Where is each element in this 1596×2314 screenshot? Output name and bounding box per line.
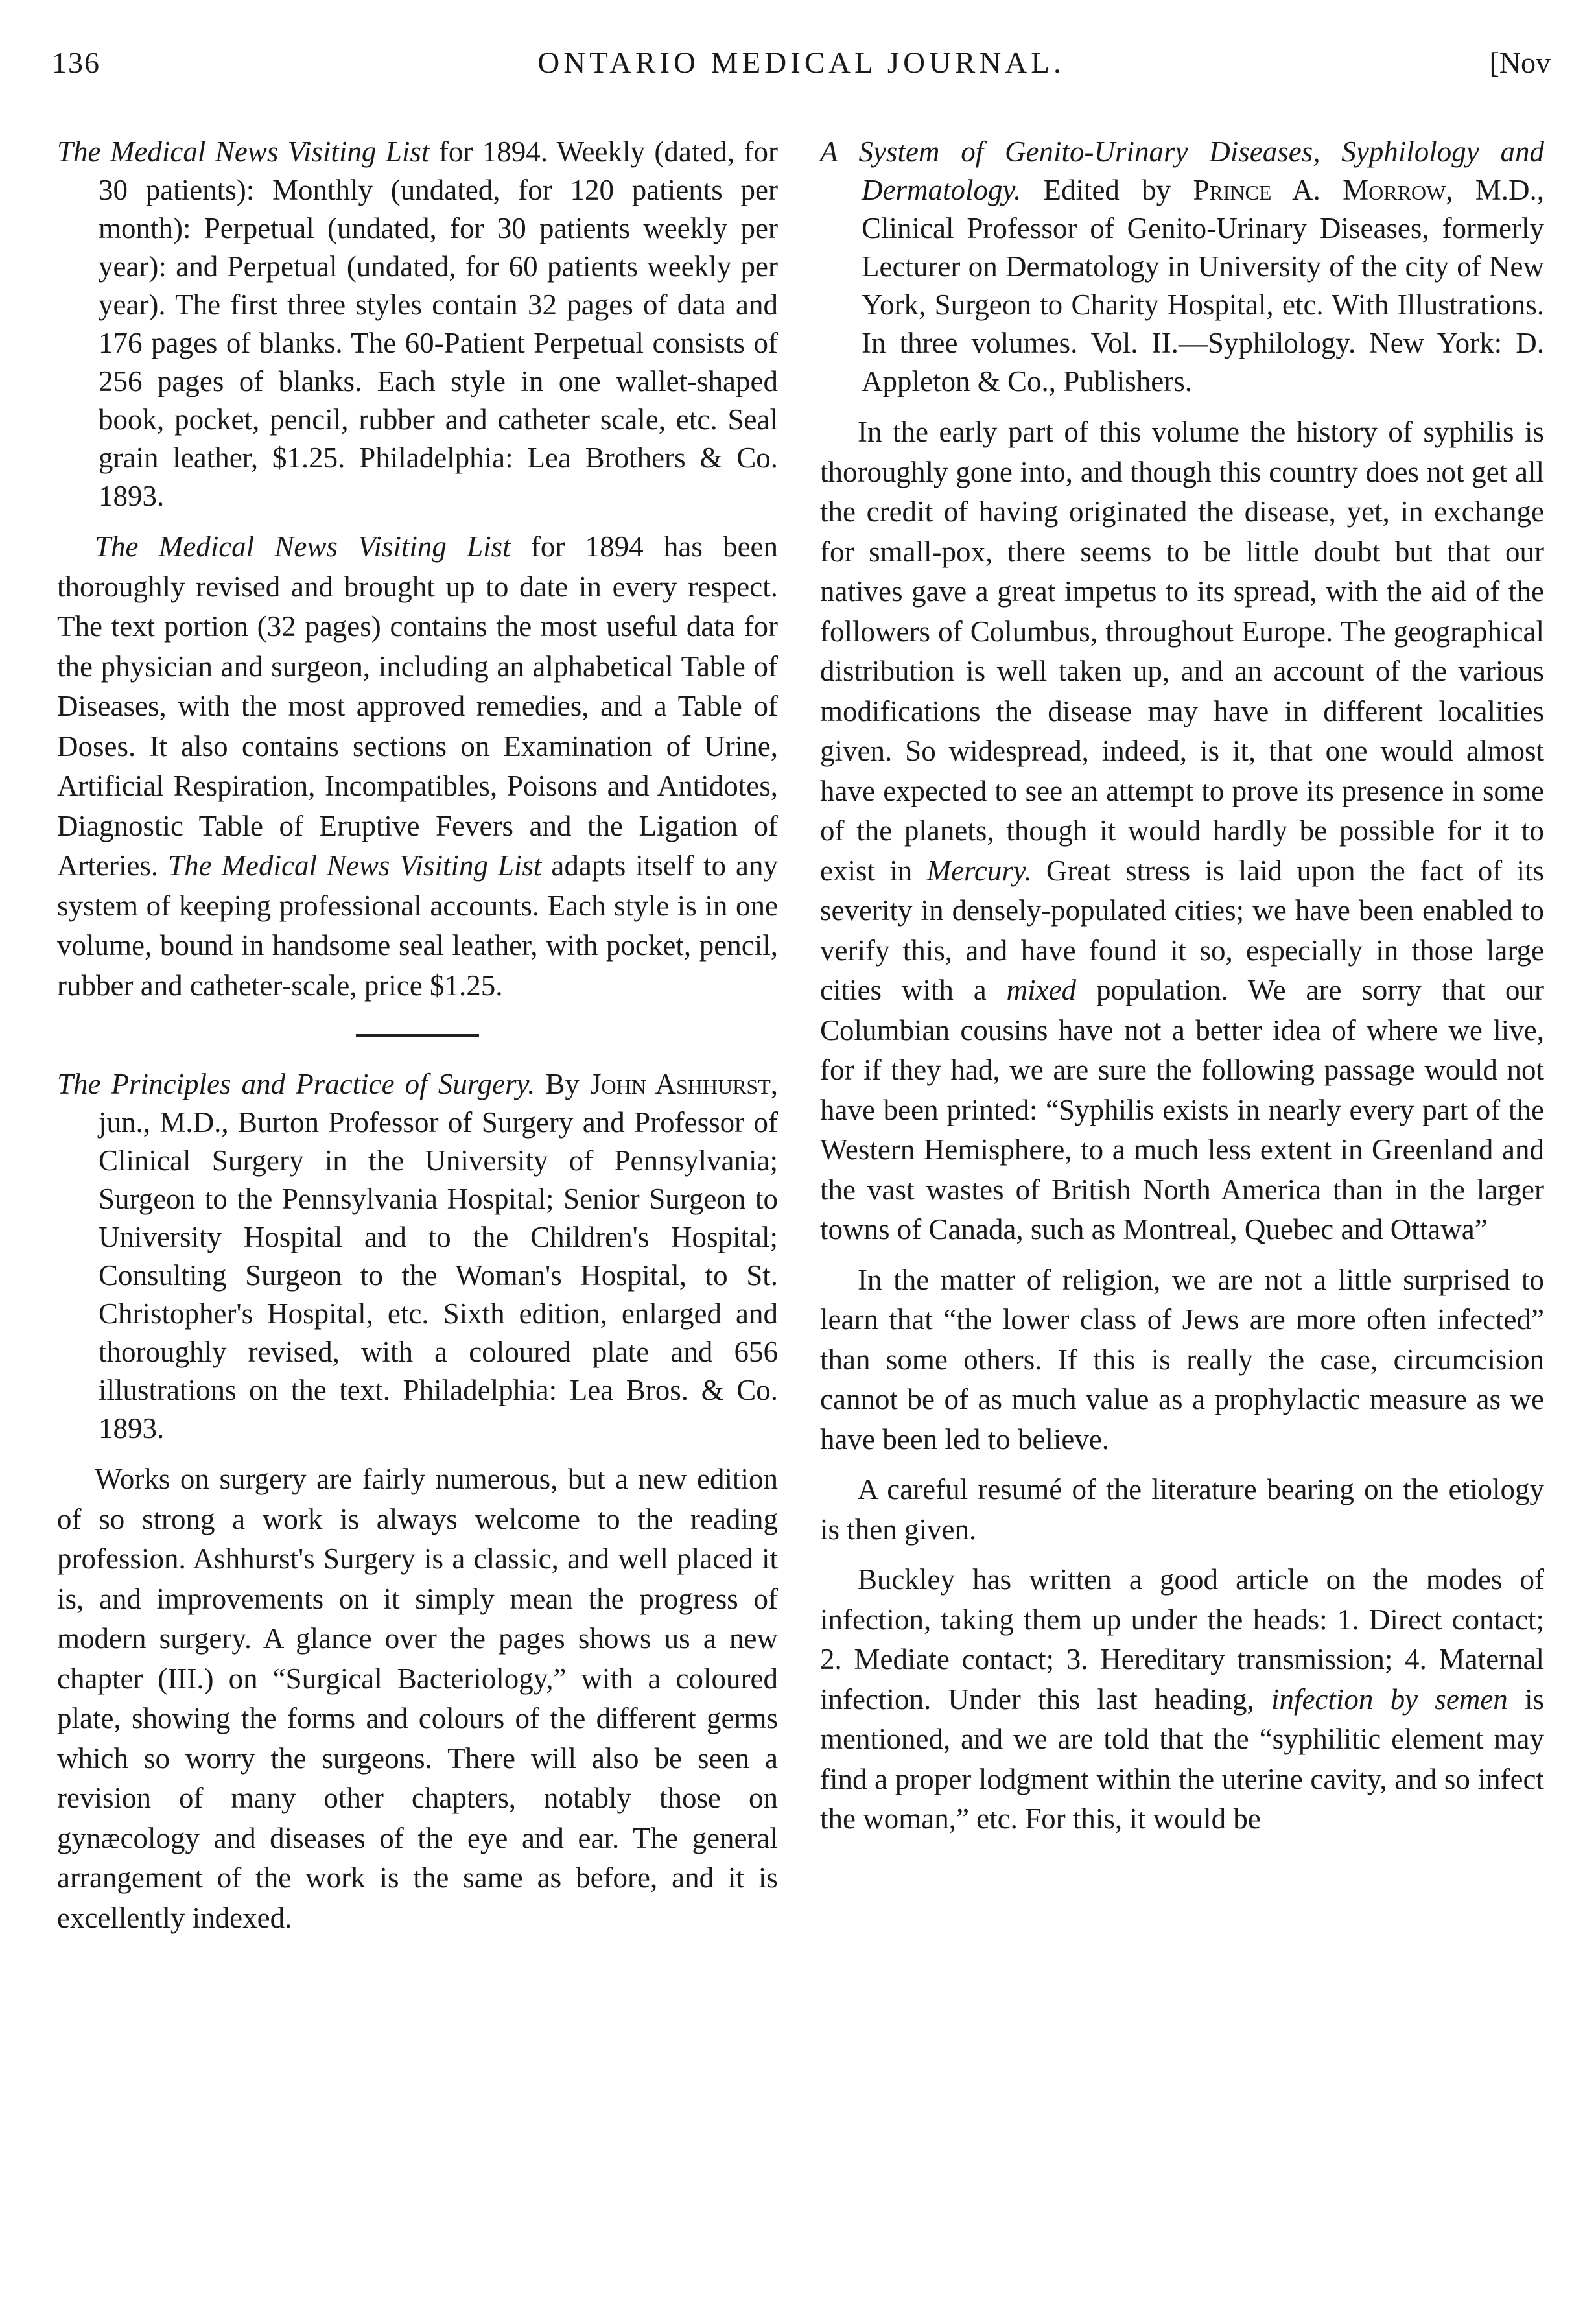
review-title-repeat: The Medical News Visiting List: [168, 849, 542, 882]
italic-mixed: mixed: [1006, 974, 1077, 1006]
paragraph-text: Great stress is laid upon the fact of its severity in densely-populated cities; we have been enabled to verify this, and have found it so, especially in those large cities with a: [820, 854, 1545, 1006]
etiology-paragraph: A careful resumé of the literature bearing on the etiology is then given.: [820, 1473, 1544, 1546]
citation-text: for 1894. Weekly (dated, for 30 patients): Monthly (undated, for 120 patients per month): Perpetual (undated, for 30 patients weekly per year): and Perpetual (undated, for 60 patients weekly per year). The first three styles contain 32 pages of data and 176 pages of blanks. The 60-Patient Perpetual consists of 256 pages of blanks. Each style in one wallet-shaped book, pocket, pencil, rubber and catheter scale, etc. Seal grain leather, $1.25. Philadelphia: Lea Brothers & Co. 1893.: [99, 136, 778, 512]
review-text-continued: adapts itself to any system of keeping professional accounts. Each style is in one volume, bound in handsome seal leather, with pocket, pencil, rubber and catheter-scale, price $1.25.: [57, 849, 779, 1002]
citation-text: , M.D., Clinical Professor of Genito-Urinary Diseases, formerly Lecturer on Dermatology in University of the city of New York, Surgeon to Charity Hospital, etc. With Illustrations. In three volumes. Vol. II.—Syphilology. New York: D. Appleton & Co., Publishers.: [862, 174, 1545, 397]
visiting-list-citation: [57, 133, 778, 515]
review-text: for 1894 has been thoroughly revised and brought up to date in every respect. The text portion (32 pages) contains the most useful data for the physician and surgeon, including an alphabetical Table of Diseases, with the most approved remedies, and a Table of Doses. It also contains sections on Examination of Urine, Artificial Respiration, Incompatibles, Poisons and Antidotes, Diagnostic Table of Eruptive Fevers and the Ligation of Arteries.: [57, 530, 779, 882]
citation-edited-by: Edited by: [1043, 174, 1171, 206]
surgery-citation: [57, 1065, 778, 1448]
citation-author: Prince A. Morrow: [1193, 174, 1446, 206]
citation-text: , jun., M.D., Burton Professor of Surgery and Professor of Clinical Surgery in the University of Pennsylvania; Surgeon to the Pennsylvania Hospital; Senior Surgeon to University Hospital and to the Children's Hospital; Consulting Surgeon to the Woman's Hospital, to St. Christopher's Hospital, etc. Sixth edition, enlarged and thoroughly revised, with a coloured plate and 656 illustrations on the text. Philadelphia: Lea Bros. & Co. 1893.: [99, 1068, 779, 1445]
right-column: [820, 133, 1544, 1850]
issue-month-fragment: [Nov: [1489, 46, 1551, 79]
genito-urinary-citation: [820, 133, 1544, 401]
religion-paragraph: In the matter of religion, we are not a little surprised to learn that “the lower class of Jews are more often infected” than some others. If this is really the case, circumcision cannot be of as much value as a prophylactic measure as we have been led to believe.: [820, 1263, 1544, 1456]
italic-mercury: Mercury.: [926, 854, 1032, 887]
citation-by: By: [545, 1068, 580, 1100]
paragraph-text: is mentioned, and we are told that the “syphilitic element may find a proper lodgment within the uterine cavity, and so infect the woman,” etc. For this, it would be: [820, 1682, 1544, 1835]
modes-of-infection-paragraph: [820, 1560, 1544, 1839]
page-number: 136: [52, 46, 100, 79]
syphilis-history-paragraph: [820, 412, 1544, 1250]
paragraph-text: population. We are sorry that our Columbian cousins have not a better idea of where we live, for if they had, we are sure the following passage would not have been printed: “Syphilis exists in nearly every part of the Western Hemisphere, to a much less extent in Greenland and the vast wastes of British North America than in the larger towns of Canada, such as Montreal, Quebec and Ottawa”: [820, 974, 1545, 1246]
surgery-review: Works on surgery are fairly numerous, but a new edition of so strong a work is always welcome to the reading profession. Ashhurst's Surgery is a classic, and well placed it is, and improvements on it simply mean the progress of modern surgery. A glance over the pages shows us a new chapter (III.) on “Surgical Bacteriology,” with a coloured plate, showing the forms and colours of the different germs which so worry the surgeons. There will also be seen a revision of many other chapters, notably those on gynæcology and diseases of the eye and ear. The general arrangement of the work is the same as before, and it is excellently indexed.: [57, 1463, 778, 1934]
citation-author: John Ashhurst: [590, 1068, 771, 1100]
running-head: [52, 45, 1551, 97]
left-column: [57, 133, 778, 1948]
review-title: The Medical News Visiting List: [95, 530, 511, 563]
visiting-list-review: [57, 527, 778, 1006]
citation-title: The Principles and Practice of Surgery.: [57, 1068, 535, 1100]
section-divider: [356, 1034, 479, 1037]
paragraph-text: Buckley has written a good article on the modes of infection, taking them up under the heads: 1. Direct contact; 2. Mediate contact; 3. Hereditary transmission; 4. Maternal infection. Under this last heading,: [820, 1563, 1544, 1716]
citation-title: The Medical News Visiting List: [57, 136, 430, 168]
citation-title: A System of Genito-Urinary Diseases, Syphilology and Dermatology.: [820, 136, 1544, 206]
journal-title: ONTARIO MEDICAL JOURNAL.: [537, 46, 1065, 80]
italic-infection-by-semen: infection by semen: [1271, 1682, 1508, 1716]
paragraph-text: In the early part of this volume the history of syphilis is thoroughly gone into, and though this country does not get all the credit of having originated the disease, yet, in exchange for small-pox, there seems to be little doubt but that our natives gave a great impetus to its spread, with the aid of the followers of Columbus, throughout Europe. The geographical distribution is well taken up, and an account of the various modifications the disease may have in different localities given. So widespread, indeed, is it, that one would almost have expected to see an attempt to prove its presence in some of the planets, though it would hardly be possible for it to exist in: [820, 416, 1544, 887]
